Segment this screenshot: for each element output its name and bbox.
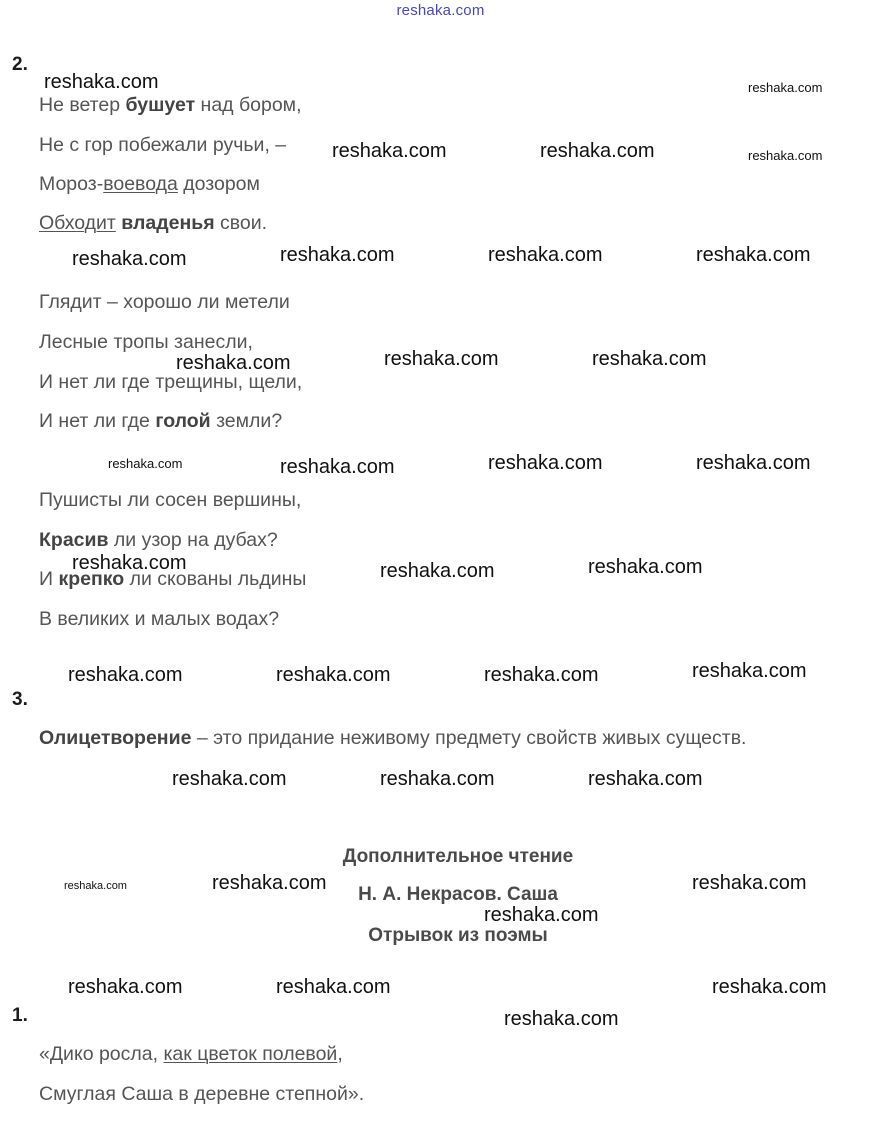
watermark: reshaka.com: [504, 1008, 619, 1030]
watermark: reshaka.com: [380, 768, 495, 790]
watermark: reshaka.com: [64, 880, 127, 892]
poem-line: Глядит – хорошо ли метели: [39, 291, 290, 313]
watermark: reshaka.com: [44, 71, 159, 93]
watermark: reshaka.com: [588, 556, 703, 578]
watermark: reshaka.com: [68, 664, 183, 686]
excerpt-subtitle: Отрывок из поэмы: [368, 925, 548, 946]
watermark: reshaka.com: [384, 348, 499, 370]
watermark: reshaka.com: [172, 768, 287, 790]
poem-line: Пушисты ли сосен вершины,: [39, 489, 302, 511]
section-3-number: 3.: [12, 689, 28, 710]
watermark: reshaka.com: [712, 976, 827, 998]
watermark: reshaka.com: [380, 560, 495, 582]
watermark: reshaka.com: [276, 976, 391, 998]
watermark: reshaka.com: [72, 552, 187, 574]
watermark: reshaka.com: [108, 456, 183, 471]
section-1-number: 1.: [12, 1005, 28, 1026]
definition-line: Олицетворение – это придание неживому предмету свойств живых существ.: [39, 727, 747, 749]
author-work-title: Н. А. Некрасов. Саша: [358, 884, 558, 905]
poem-line: Не с гор побежали ручьи, –: [39, 134, 287, 156]
watermark: reshaka.com: [692, 660, 807, 682]
watermark: reshaka.com: [540, 140, 655, 162]
watermark: reshaka.com: [748, 80, 823, 95]
poem-line: И нет ли где голой земли?: [39, 410, 283, 432]
poem-line: Лесные тропы занесли,: [39, 331, 253, 353]
watermark: reshaka.com: [176, 352, 291, 374]
watermark: reshaka.com: [748, 148, 823, 163]
poem-line: Не ветер бушует над бором,: [39, 94, 302, 116]
watermark: reshaka.com: [484, 904, 599, 926]
extra-reading-title: Дополнительное чтение: [342, 846, 574, 867]
watermark: reshaka.com: [484, 664, 599, 686]
watermark: reshaka.com: [72, 248, 187, 270]
watermark: reshaka.com: [280, 244, 395, 266]
watermark: reshaka.com: [332, 140, 447, 162]
watermark: reshaka.com: [692, 872, 807, 894]
poem-line: Красив ли узор на дубах?: [39, 529, 278, 551]
poem-line: «Дико росла, как цветок полевой,: [39, 1043, 343, 1065]
poem-line: В великих и малых водах?: [39, 608, 280, 630]
watermark: reshaka.com: [592, 348, 707, 370]
watermark: reshaka.com: [588, 768, 703, 790]
poem-line: Мороз-воевода дозором: [39, 173, 260, 195]
watermark: reshaka.com: [68, 976, 183, 998]
watermark: reshaka.com: [276, 664, 391, 686]
site-header[interactable]: reshaka.com: [396, 2, 485, 19]
watermark: reshaka.com: [280, 456, 395, 478]
watermark: reshaka.com: [696, 244, 811, 266]
watermark: reshaka.com: [488, 244, 603, 266]
watermark: reshaka.com: [212, 872, 327, 894]
section-2-number: 2.: [12, 54, 28, 75]
watermark: reshaka.com: [696, 452, 811, 474]
watermark: reshaka.com: [488, 452, 603, 474]
poem-line: Смуглая Саша в деревне степной».: [39, 1083, 365, 1105]
poem-line: И крепко ли скованы льдины: [39, 568, 307, 590]
poem-line: Обходит владенья свои.: [39, 212, 268, 234]
poem-line: И нет ли где трещины, щели,: [39, 371, 303, 393]
